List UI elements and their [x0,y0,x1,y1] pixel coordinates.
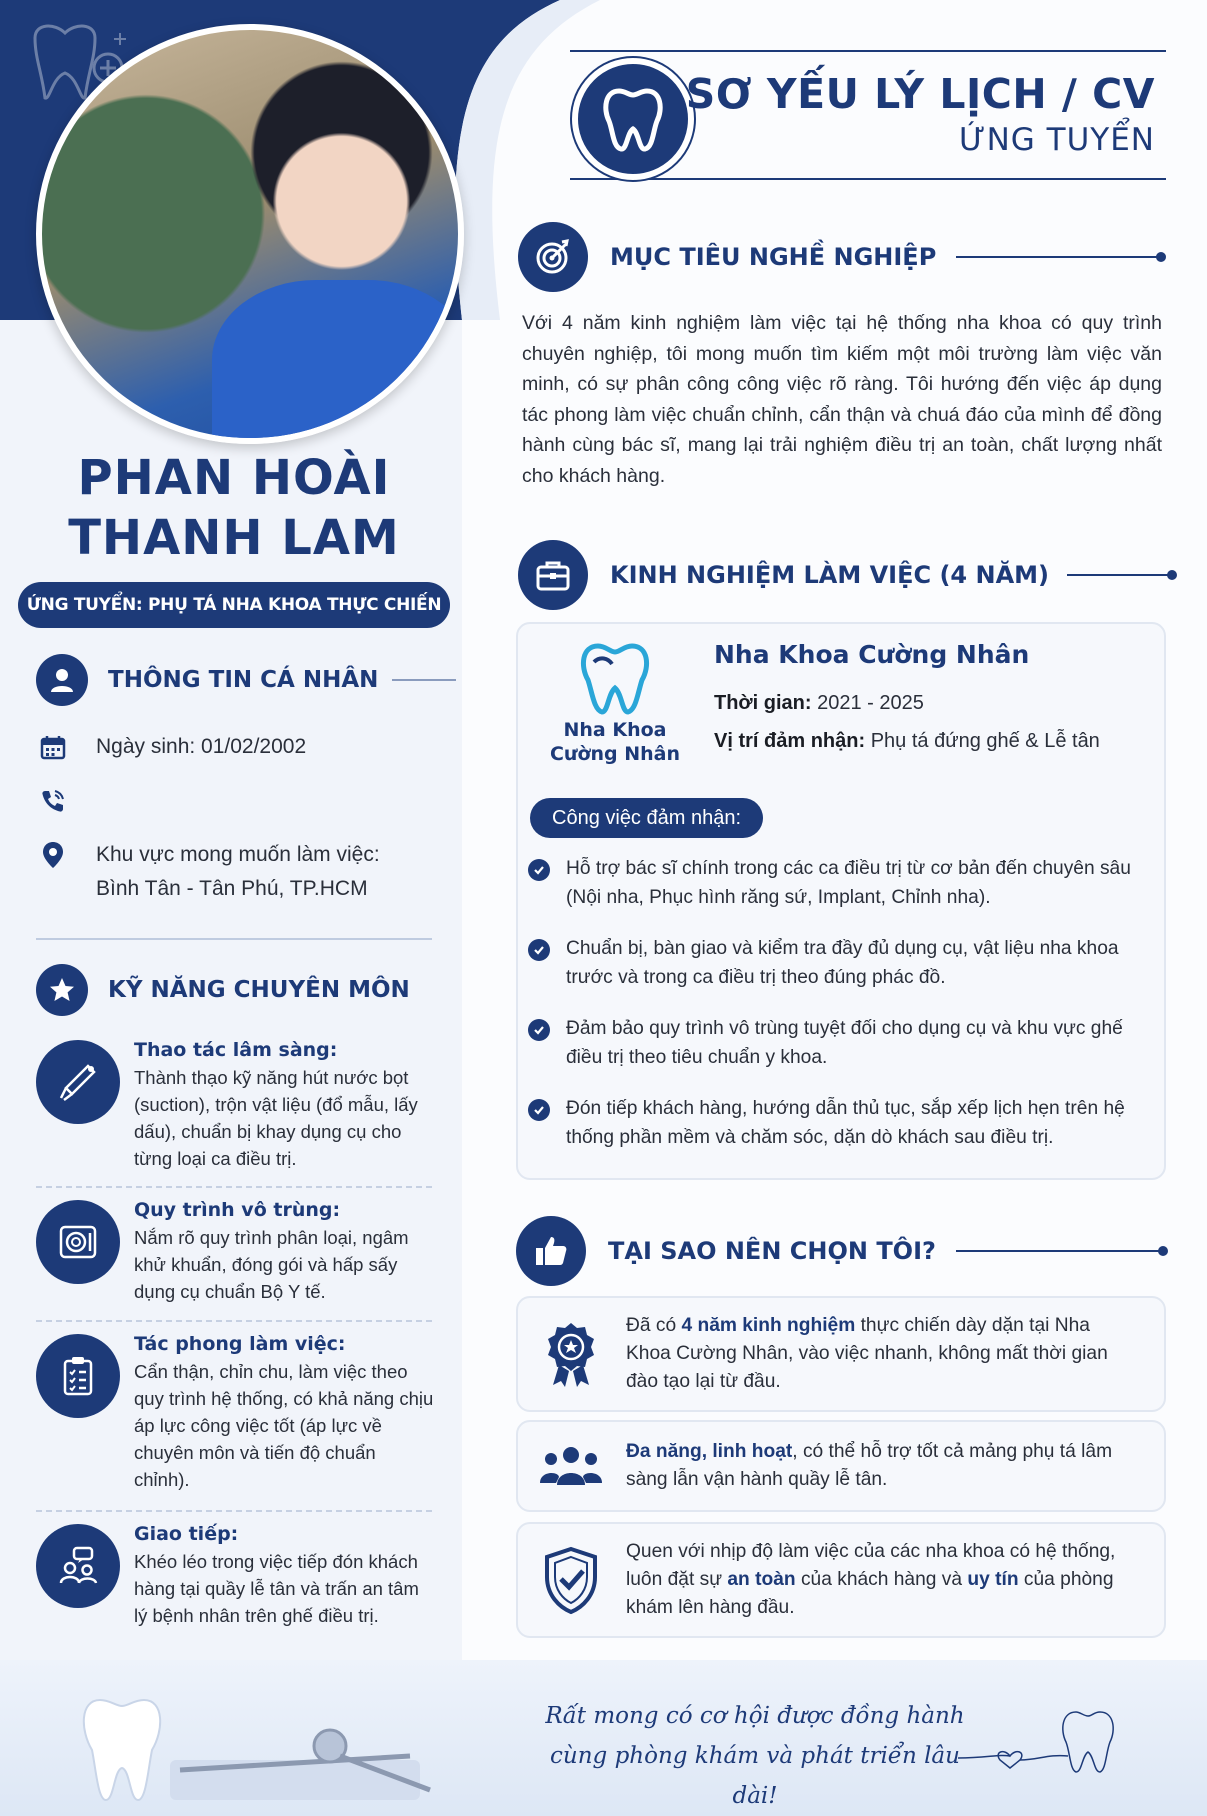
skill-separator [36,1186,432,1188]
team-users-icon [516,1443,626,1489]
why-text-experience: Đã có 4 năm kinh nghiệm thực chiến dày dặn tại Nha Khoa Cường Nhân, vào việc nhanh, không mất thời gian đào tạo lại từ đầu. [626,1315,1108,1392]
skills-heading: KỸ NĂNG CHUYÊN MÔN [36,964,410,1016]
personal-info-heading: THÔNG TIN CÁ NHÂN [36,654,456,706]
heart-tooth-doodle-icon [958,1696,1148,1786]
birth-date-row [40,730,306,764]
check-icon [528,1019,550,1041]
check-icon [528,1099,550,1121]
task-item: Đón tiếp khách hàng, hướng dẫn thủ tục, sắp xếp lịch hẹn trên hệ thống phần mềm và chăm sóc, dặn dò khách sau điều trị. [528,1094,1148,1152]
skill-item: Quy trình vô trùng: Nắm rõ quy trình phân loại, ngâm khử khuẩn, đóng gói và hấp sấy dụng cụ chuẩn Bộ Y tế. [36,1196,436,1305]
phone-icon [40,784,80,818]
birth-date-text: Ngày sinh: 01/02/2002 [96,735,307,758]
star-icon [36,964,88,1016]
thumbs-up-icon [516,1216,586,1286]
clinic-logo-text: Nha Khoa Cường Nhân [549,719,681,765]
calendar-icon [40,730,80,764]
clipboard-icon [36,1334,120,1418]
why-text-safety: Quen với nhịp độ làm việc của các nha khoa có hệ thống, luôn đặt sự an toàn của khách hàng và uy tín của phòng khám lên hàng đầu. [626,1541,1116,1618]
skill-item: Tác phong làm việc: Cẩn thận, chỉn chu, làm việc theo quy trình hệ thống, có khả năng chịu áp lực công việc tốt (áp lực về chuyên môn và tiến độ chuẩn chỉnh). [36,1330,436,1493]
briefcase-icon [518,540,588,610]
skill-separator [36,1320,432,1322]
skill-item: Thao tác lâm sàng: Thành thạo kỹ năng hút nước bọt (suction), trộn vật liệu (đổ mẫu, lấy dấu), chuẩn bị khay dụng cụ cho từng loại ca điều trị. [36,1036,436,1172]
dental-handpiece-icon [36,1040,120,1124]
skill-item: Giao tiếp: Khéo léo trong việc tiếp đón khách hàng tại quầy lễ tân và trấn an tâm lý bệnh nhân trên ghế điều trị. [36,1520,436,1629]
objective-heading: MỤC TIÊU NGHỀ NGHIỆP [518,222,1162,292]
award-medal-icon [516,1319,626,1389]
employment-role: Vị trí đảm nhận: Phụ tá đứng ghế & Lễ tân [714,730,1100,752]
target-icon [518,222,588,292]
applying-position-badge: ỨNG TUYỂN: PHỤ TÁ NHA KHOA THỰC CHIẾN [18,582,450,628]
dental-tools-illustration [40,1660,440,1816]
task-item: Đảm bảo quy trình vô trùng tuyệt đối cho dụng cụ và khu vực ghế điều trị theo tiêu chuẩn y khoa. [528,1014,1148,1072]
objective-text: Với 4 năm kinh nghiệm làm việc tại hệ thống nha khoa có quy trình chuyên nghiệp, tôi mong muốn tìm kiếm một môi trường làm việc văn minh, có sự phân công công việc rõ ràng. Tôi hướng đến việc áp dụng tác phong làm việc chuẩn chỉnh, cẩn thận và chuá đáo của mình để đồng hành cùng bác sĩ, mang lại trải nghiệm điều trị an toàn, chất lượng nhất cho khách hàng. [522,312,1162,487]
clinic-tooth-logo [576,640,654,718]
profile-photo [36,24,464,444]
location-row [40,838,380,906]
company-name: Nha Khoa Cường Nhân [714,640,1030,669]
task-item: Hỗ trợ bác sĩ chính trong các ca điều trị từ cơ bản đến chuyên sâu (Nội nha, Phục hình răng sứ, Implant, Chỉnh nha). [528,854,1148,912]
experience-heading: KINH NGHIỆM LÀM VIỆC (4 NĂM) [518,540,1173,610]
closing-message: Rất mong có cơ hội được đồng hành cùng phòng khám và phát triển lâu dài! [545,1703,965,1809]
why-me-heading: TẠI SAO NÊN CHỌN TÔI? [516,1216,1164,1286]
location-pin-icon [40,838,80,872]
phone-row [40,784,96,818]
tooth-logo-icon [572,58,694,180]
shield-check-icon [516,1545,626,1615]
candidate-name: PHAN HOÀI THANH LAM [68,450,400,566]
skill-separator [36,1510,432,1512]
user-icon [36,654,88,706]
why-item-versatile [516,1426,1166,1506]
document-title: SƠ YẾU LÝ LỊCH / CV ỨNG TUYỂN [685,70,1155,158]
why-item-safety [516,1532,1166,1628]
conversation-icon [36,1524,120,1608]
check-icon [528,859,550,881]
why-text-versatile: Đa năng, linh hoạt, có thể hỗ trợ tốt cả mảng phụ tá lâm sàng lẫn vận hành quầy lễ tân. [626,1441,1113,1490]
tasks-label-badge: Công việc đảm nhận: [530,798,763,838]
check-icon [528,939,550,961]
why-item-experience [516,1306,1166,1402]
left-divider [36,938,432,940]
location-text: Khu vực mong muốn làm việc: Bình Tân - Tân Phú, TP.HCM [96,843,380,900]
task-item: Chuẩn bị, bàn giao và kiểm tra đầy đủ dụng cụ, vật liệu nha khoa trước và trong ca điều trị theo đúng phác đồ. [528,934,1148,992]
employment-period: Thời gian: 2021 - 2025 [714,692,924,714]
autoclave-icon [36,1200,120,1284]
